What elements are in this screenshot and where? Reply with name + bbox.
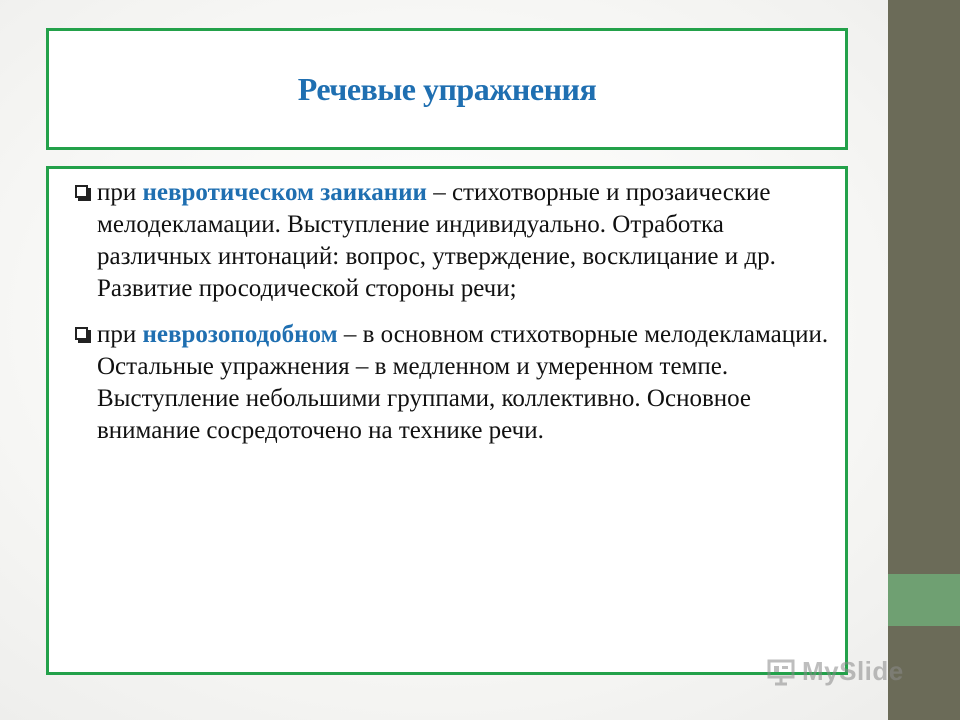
checkbox-bullet-icon	[75, 327, 88, 340]
bullet-highlight: невротическом заикании	[142, 179, 427, 206]
content-box	[46, 166, 848, 675]
title-box	[46, 28, 848, 150]
bullet-prefix: при	[97, 179, 143, 206]
bullet-item	[75, 177, 833, 305]
watermark	[766, 656, 904, 687]
presentation-board-icon	[766, 657, 796, 687]
bullet-text: – стихотворные и прозаические мелодекламации. Выступление индивидуально. Отработка различных интонаций: вопрос, утверждение, восклицание и др. Развитие просодической стороны речи;	[97, 179, 776, 302]
bullet-highlight: неврозоподобном	[142, 321, 338, 348]
bullet-item	[75, 319, 833, 447]
watermark-text: MySlide	[802, 656, 904, 686]
checkbox-bullet-icon	[75, 185, 88, 198]
slide-title: Речевые упражнения	[297, 70, 597, 107]
bullet-prefix: при	[97, 321, 143, 348]
bullet-list	[75, 177, 833, 461]
bullet-text: – в основном стихотворные мелодекламации. Остальные упражнения – в медленном и умеренном темпе. Выступление небольшими группами, коллективно. Основное внимание сосредоточено на технике речи.	[97, 321, 829, 444]
side-accent-block	[888, 574, 960, 626]
